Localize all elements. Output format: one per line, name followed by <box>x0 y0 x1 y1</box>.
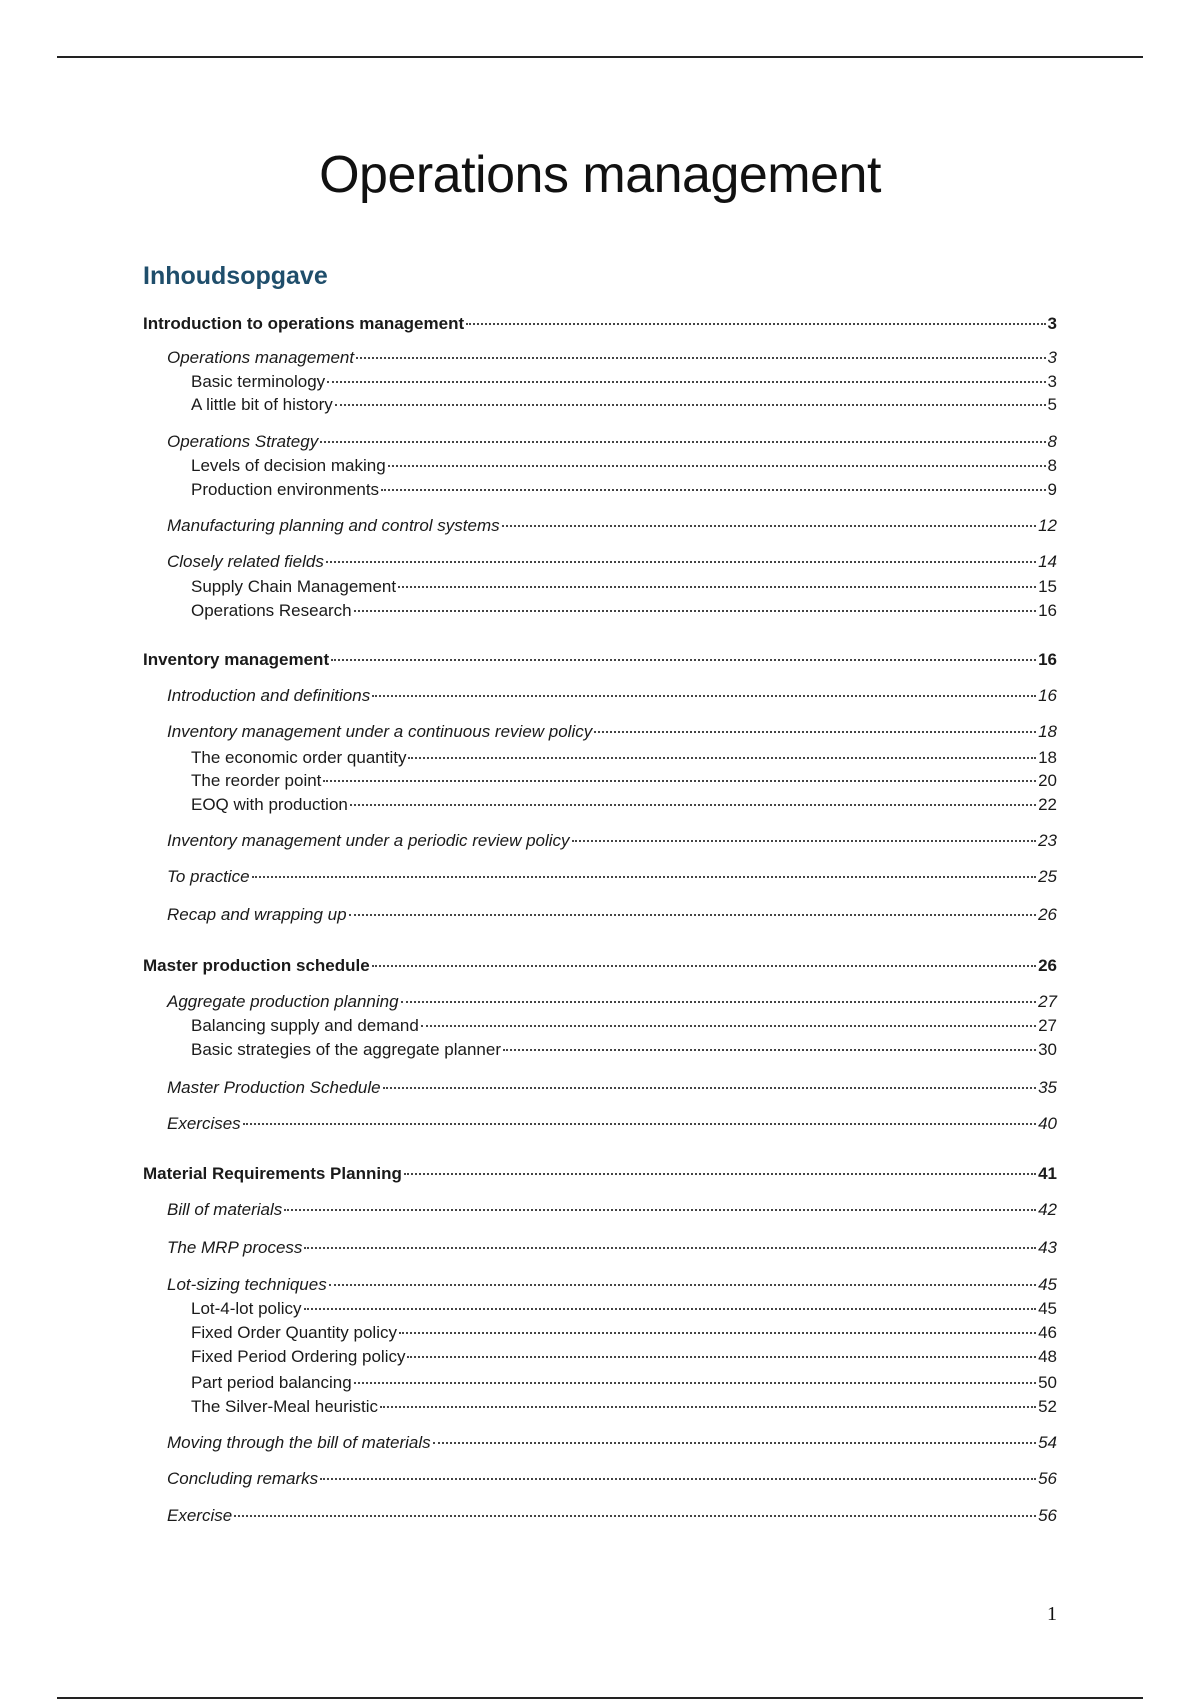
toc-leader-dots <box>252 876 1037 878</box>
toc-leader-dots <box>326 561 1036 563</box>
toc-leader-dots <box>327 381 1045 383</box>
toc-entry-page: 8 <box>1047 432 1057 451</box>
toc-leader-dots <box>404 1173 1036 1175</box>
toc-leader-dots <box>356 357 1045 359</box>
toc-entry[interactable] <box>191 394 1057 416</box>
toc-entry-page: 40 <box>1038 1114 1057 1133</box>
toc-entry[interactable] <box>167 1077 1057 1099</box>
toc-entry-page: 56 <box>1038 1469 1057 1488</box>
toc-entry-page: 5 <box>1047 395 1057 414</box>
toc-entry[interactable] <box>167 347 1057 369</box>
toc-leader-dots <box>329 1284 1036 1286</box>
toc-entry[interactable] <box>143 313 1057 335</box>
toc-entry[interactable] <box>191 1039 1057 1061</box>
toc-entry-page: 52 <box>1038 1397 1057 1416</box>
toc-leader-dots <box>503 1049 1036 1051</box>
toc-entry-label: The economic order quantity <box>191 748 407 767</box>
toc-entry-page: 23 <box>1038 831 1057 850</box>
toc-entry-page: 46 <box>1038 1323 1057 1342</box>
toc-entry[interactable] <box>143 955 1057 977</box>
toc-leader-dots <box>320 1478 1036 1480</box>
toc-entry-page: 15 <box>1038 577 1057 596</box>
toc-entry-page: 8 <box>1047 456 1057 475</box>
toc-entry-page: 3 <box>1047 314 1057 333</box>
toc-leader-dots <box>399 1332 1036 1334</box>
toc-entry[interactable] <box>167 515 1057 537</box>
toc-entry[interactable] <box>191 794 1057 816</box>
toc-entry-page: 35 <box>1038 1078 1057 1097</box>
toc-entry-label: Basic strategies of the aggregate planner <box>191 1040 501 1059</box>
toc-leader-dots <box>304 1247 1036 1249</box>
toc-leader-dots <box>372 965 1036 967</box>
toc-entry-page: 3 <box>1047 372 1057 391</box>
toc-entry[interactable] <box>167 551 1057 573</box>
toc-entry-label: Operations management <box>167 348 355 367</box>
toc-entry[interactable] <box>143 1163 1057 1185</box>
toc-entry-label: Inventory management under a periodic review policy <box>167 831 570 850</box>
toc-entry[interactable] <box>191 770 1057 792</box>
toc-entry[interactable] <box>167 1468 1057 1490</box>
toc-entry-label: Balancing supply and demand <box>191 1016 419 1035</box>
toc-entry-page: 16 <box>1038 601 1057 620</box>
toc-entry-page: 50 <box>1038 1373 1057 1392</box>
toc-entry-page: 27 <box>1038 1016 1057 1035</box>
toc-entry-label: Exercises <box>167 1114 241 1133</box>
toc-entry-label: EOQ with production <box>191 795 348 814</box>
toc-entry[interactable] <box>191 747 1057 769</box>
toc-leader-dots <box>320 441 1045 443</box>
toc-entry[interactable] <box>191 1015 1057 1037</box>
toc-entry[interactable] <box>191 1346 1057 1368</box>
toc-entry-label: Fixed Period Ordering policy <box>191 1347 406 1366</box>
toc-entry-label: Lot-sizing techniques <box>167 1275 327 1294</box>
toc-entry-page: 30 <box>1038 1040 1057 1059</box>
toc-entry-label: The Silver-Meal heuristic <box>191 1397 379 1416</box>
toc-entry[interactable] <box>191 1396 1057 1418</box>
toc-entry-page: 20 <box>1038 771 1057 790</box>
toc-entry-page: 42 <box>1038 1200 1057 1219</box>
toc-entry-page: 14 <box>1038 552 1057 571</box>
toc-entry-label: Operations Strategy <box>167 432 319 451</box>
toc-entry-label: A little bit of history <box>191 395 333 414</box>
toc-entry-label: Inventory management <box>143 650 330 669</box>
toc-entry[interactable] <box>167 991 1057 1013</box>
toc-entry-label: Master production schedule <box>143 956 370 975</box>
toc-entry-page: 26 <box>1038 956 1057 975</box>
toc-entry[interactable] <box>191 1322 1057 1344</box>
toc-entry-label: Recap and wrapping up <box>167 905 347 924</box>
toc-entry[interactable] <box>167 721 1057 743</box>
toc-leader-dots <box>304 1308 1037 1310</box>
toc-entry-page: 25 <box>1038 867 1057 886</box>
toc-entry-page: 27 <box>1038 992 1057 1011</box>
toc-entry-label: To practice <box>167 867 250 886</box>
toc-entry-page: 41 <box>1038 1164 1057 1183</box>
toc-leader-dots <box>433 1442 1036 1444</box>
toc-entry-page: 18 <box>1038 748 1057 767</box>
toc-entry[interactable] <box>191 576 1057 598</box>
toc-entry[interactable] <box>191 479 1057 501</box>
toc-entry[interactable] <box>167 1274 1057 1296</box>
toc-entry[interactable] <box>167 830 1057 852</box>
toc-entry-label: Introduction to operations management <box>143 314 465 333</box>
toc-entry[interactable] <box>167 1505 1057 1527</box>
toc-leader-dots <box>243 1123 1036 1125</box>
toc-entry[interactable] <box>167 1237 1057 1259</box>
toc-entry-label: Levels of decision making <box>191 456 386 475</box>
toc-entry-label: Fixed Order Quantity policy <box>191 1323 397 1342</box>
toc-leader-dots <box>372 695 1036 697</box>
toc-leader-dots <box>349 914 1037 916</box>
toc-leader-dots <box>466 323 1045 325</box>
toc-entry-label: Lot-4-lot policy <box>191 1299 302 1318</box>
toc-leader-dots <box>284 1209 1036 1211</box>
toc-entry[interactable] <box>191 1298 1057 1320</box>
toc-leader-dots <box>354 610 1036 612</box>
toc-leader-dots <box>401 1001 1037 1003</box>
toc-entry[interactable] <box>167 1432 1057 1454</box>
toc-entry-label: Material Requirements Planning <box>143 1164 402 1183</box>
toc-entry-label: Production environments <box>191 480 380 499</box>
toc-entry-label: Aggregate production planning <box>167 992 399 1011</box>
toc-entry[interactable] <box>167 685 1057 707</box>
toc-leader-dots <box>331 659 1036 661</box>
toc-entry[interactable] <box>191 600 1057 622</box>
toc-entry-page: 16 <box>1038 650 1057 669</box>
toc-entry[interactable] <box>143 649 1057 671</box>
toc-leader-dots <box>421 1025 1036 1027</box>
toc-leader-dots <box>234 1515 1036 1517</box>
toc-entry-label: Inventory management under a continuous review policy <box>167 722 593 741</box>
toc-leader-dots <box>350 804 1036 806</box>
toc-leader-dots <box>398 586 1036 588</box>
page-number: 1 <box>1047 1603 1057 1625</box>
toc-leader-dots <box>354 1382 1036 1384</box>
toc-entry-page: 45 <box>1038 1299 1057 1318</box>
toc-leader-dots <box>502 525 1036 527</box>
toc-leader-dots <box>407 1356 1036 1358</box>
toc-leader-dots <box>380 1406 1036 1408</box>
toc-leader-dots <box>572 840 1037 842</box>
toc-entry-page: 54 <box>1038 1433 1057 1452</box>
toc-entry-label: Closely related fields <box>167 552 324 571</box>
bottom-rule <box>57 1697 1143 1699</box>
toc-entry-page: 12 <box>1038 516 1057 535</box>
toc-entry-label: The reorder point <box>191 771 322 790</box>
document-title: Operations management <box>319 146 881 204</box>
toc-entry-label: Introduction and definitions <box>167 686 371 705</box>
toc-entry-page: 9 <box>1047 480 1057 499</box>
toc-entry-page: 48 <box>1038 1347 1057 1366</box>
toc-heading: Inhoudsopgave <box>143 262 328 290</box>
toc-entry-page: 18 <box>1038 722 1057 741</box>
toc-entry-label: Manufacturing planning and control systems <box>167 516 500 535</box>
toc-leader-dots <box>335 404 1046 406</box>
toc-entry-page: 45 <box>1038 1275 1057 1294</box>
toc-entry-page: 26 <box>1038 905 1057 924</box>
toc-entry-label: Master Production Schedule <box>167 1078 381 1097</box>
toc-entry[interactable] <box>191 1372 1057 1394</box>
toc-entry[interactable] <box>167 866 1057 888</box>
toc-entry-label: Operations Research <box>191 601 352 620</box>
toc-leader-dots <box>594 731 1036 733</box>
toc-entry-label: Moving through the bill of materials <box>167 1433 431 1452</box>
toc-leader-dots <box>388 465 1046 467</box>
toc-entry-label: Concluding remarks <box>167 1469 319 1488</box>
toc-entry-page: 43 <box>1038 1238 1057 1257</box>
toc-entry-label: Exercise <box>167 1506 233 1525</box>
toc-entry[interactable] <box>167 431 1057 453</box>
toc-entry[interactable] <box>191 455 1057 477</box>
toc-entry-page: 56 <box>1038 1506 1057 1525</box>
toc-leader-dots <box>408 757 1036 759</box>
toc-entry[interactable] <box>191 371 1057 393</box>
toc-entry-label: Supply Chain Management <box>191 577 397 596</box>
toc-entry-page: 3 <box>1047 348 1057 367</box>
toc-entry[interactable] <box>167 1113 1057 1135</box>
toc-entry-label: Part period balancing <box>191 1373 352 1392</box>
toc-entry-page: 22 <box>1038 795 1057 814</box>
toc-entry[interactable] <box>167 1199 1057 1221</box>
toc-entry[interactable] <box>167 904 1057 926</box>
toc-leader-dots <box>381 489 1045 491</box>
toc-leader-dots <box>383 1087 1037 1089</box>
toc-leader-dots <box>323 780 1036 782</box>
toc-entry-label: Bill of materials <box>167 1200 283 1219</box>
toc-entry-label: Basic terminology <box>191 372 326 391</box>
toc-entry-label: The MRP process <box>167 1238 303 1257</box>
toc-entry-page: 16 <box>1038 686 1057 705</box>
